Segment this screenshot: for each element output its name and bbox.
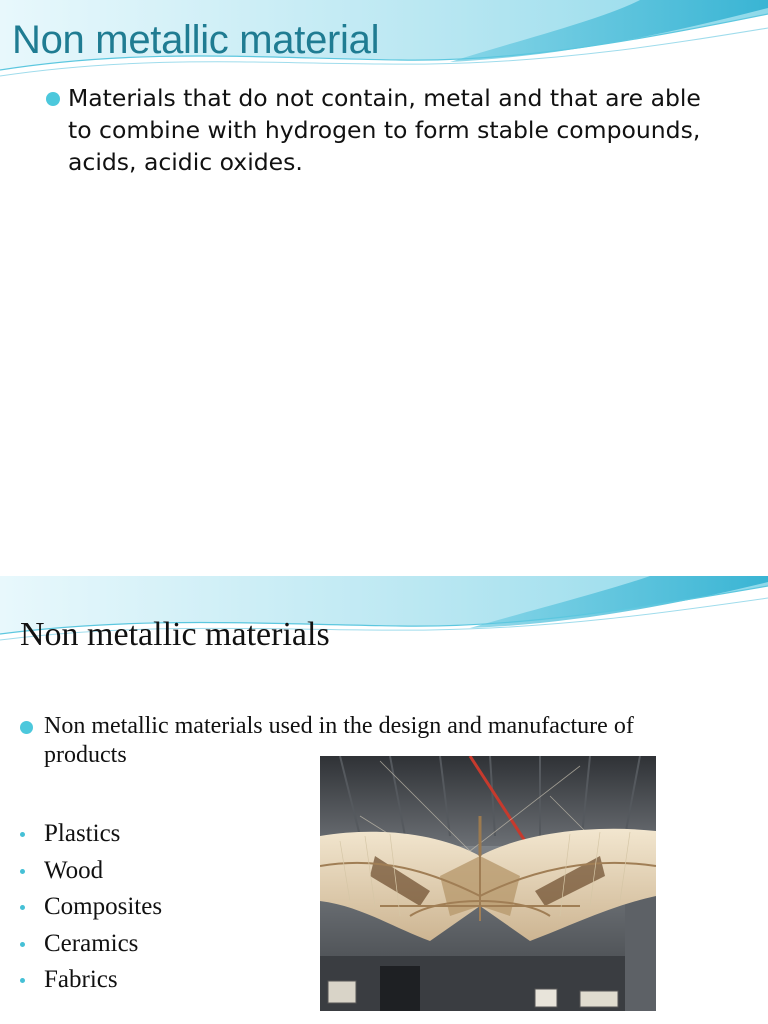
list-item [20, 853, 162, 890]
bullet-dot-icon [20, 905, 25, 910]
list-item-label: Plastics [44, 820, 121, 847]
list-item [20, 962, 162, 999]
bullet-dot-icon [20, 942, 25, 947]
list-item-label: Ceramics [44, 929, 139, 957]
slide-2 [0, 576, 768, 1024]
bullet-text: Materials that do not contain, metal and that are able to combine with hydrogen to form stable compounds, acids, acidic oxides. [68, 84, 701, 176]
bullet-dot-icon [20, 869, 25, 874]
lead-bullet-text: Non metallic materials used in the design and manufacture of products [44, 713, 634, 768]
list-item-label: Fabrics [44, 966, 118, 993]
list-item [20, 889, 162, 926]
list-item [20, 816, 162, 853]
list-item [20, 926, 162, 963]
list-item-label: Wood [44, 856, 104, 884]
glider-aircraft-photo [320, 756, 656, 1011]
bullet-dot-icon [46, 92, 60, 106]
slide-title: Non metallic materials [20, 616, 330, 653]
materials-list [20, 816, 162, 999]
bullet-dot-icon [20, 832, 25, 837]
bullet-dot-icon [20, 721, 33, 734]
bullet-dot-icon [20, 978, 25, 983]
list-item-label: Composites [44, 893, 163, 920]
slide-title: Non metallic material [12, 18, 380, 62]
